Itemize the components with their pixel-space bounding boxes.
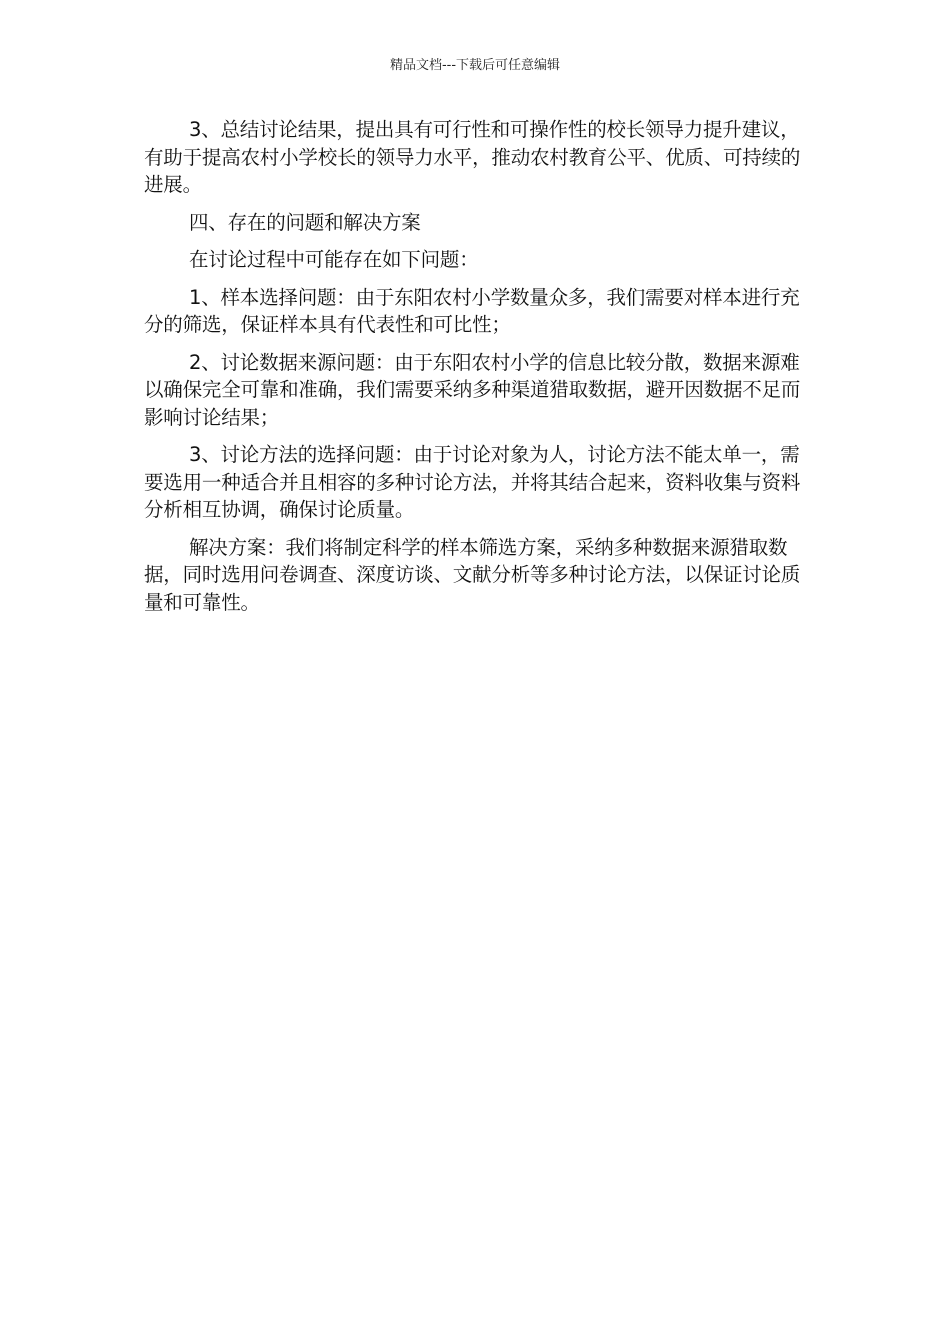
section-heading-problems-solutions: 四、存在的问题和解决方案: [189, 210, 421, 234]
paragraph-problem-3-method: 3、讨论方法的选择问题：由于讨论对象为人，讨论方法不能太单一，需要选用一种适合并且相容的多种讨论方法，并将其结合起来，资料收集与资料分析相互协调，确保讨论质量。: [144, 443, 801, 521]
paragraph-problems-intro: 在讨论过程中可能存在如下问题：: [189, 248, 479, 271]
paragraph-problem-1-sample: 1、样本选择问题：由于东阳农村小学数量众多，我们需要对样本进行充分的筛选，保证样本具有代表性和可比性；: [144, 285, 800, 336]
document-body: [144, 116, 816, 626]
page-header: 精品文档---下载后可任意编辑: [389, 58, 561, 73]
paragraph-solution: 解决方案：我们将制定科学的样本筛选方案，采纳多种数据来源猎取数据，同时选用问卷调查、深度访谈、文献分析等多种讨论方法，以保证讨论质量和可靠性。: [144, 535, 801, 614]
paragraph-problem-2-data-source: 2、讨论数据来源问题：由于东阳农村小学的信息比较分散，数据来源难以确保完全可靠和准确，我们需要采纳多种渠道猎取数据，避开因数据不足而影响讨论结果；: [144, 350, 801, 429]
paragraph-summary-point-3: 3、总结讨论结果，提出具有可行性和可操作性的校长领导力提升建议，有助于提高农村小学校长的领导力水平，推动农村教育公平、优质、可持续的进展。: [144, 118, 801, 196]
